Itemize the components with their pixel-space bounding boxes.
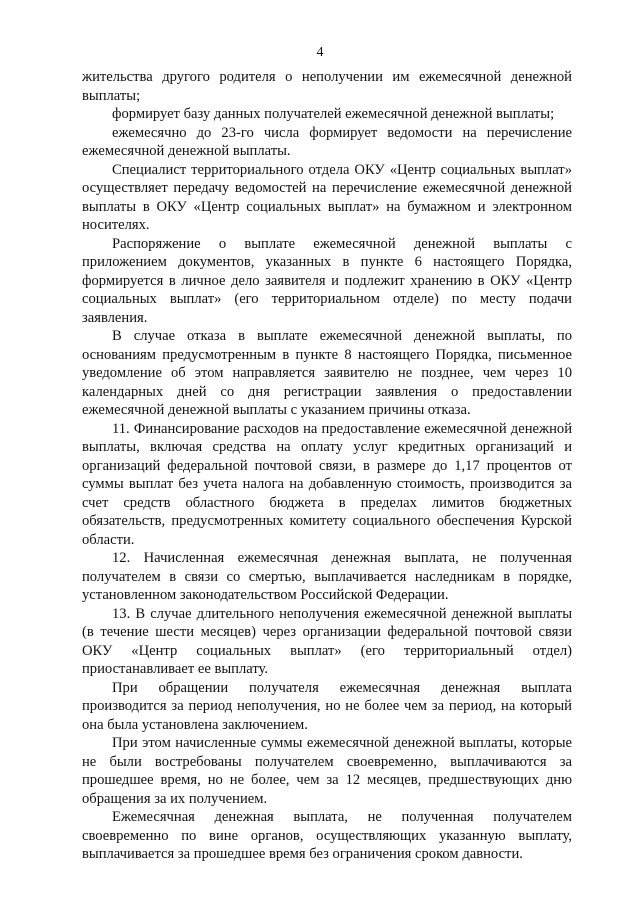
paragraph-resume-payment: При обращении получателя ежемесячная денежная выплата производится за период неполучения, но не более чем за период, на который она была установлена заключением. <box>82 679 572 733</box>
paragraph-item-13: 13. В случае длительного неполучения ежемесячной денежной выплаты (в течение шести месяцев) через организации федеральной почтовой связи ОКУ «Центр социальных выплат» (его территориальный отдел) приостанавливает ее выплату. <box>82 605 572 677</box>
paragraph-payment-order: Распоряжение о выплате ежемесячной денежной выплаты с приложением документов, указанных в пункте 6 настоящего Порядка, формируется в личное дело заявителя и подлежит хранению в ОКУ «Центр социальных выплат» (его территориальном отделе) по месту подачи заявления. <box>82 235 572 326</box>
paragraph-specialist-transfer: Специалист территориального отдела ОКУ «Центр социальных выплат» осуществляет передачу ведомостей на перечисление ежемесячной денежной выплаты в ОКУ «Центр социальных выплат» на бумажном и электронном носителях. <box>82 161 572 233</box>
document-body <box>82 68 572 864</box>
paragraph-accrued-amounts: При этом начисленные суммы ежемесячной денежной выплаты, которые не были востребованы получателем своевременно, выплачиваются за прошедшее время, но не более, чем за 12 месяцев, предшествующих дню обращения за их получением. <box>82 735 572 807</box>
paragraph-continuation: жительства другого родителя о неполучении им ежемесячной денежной выплаты; <box>82 69 572 104</box>
paragraph-no-limitation: Ежемесячная денежная выплата, не полученная получателем своевременно по вине органов, осуществляющих указанную выплату, выплачивается за прошедшее время без ограничения сроком давности. <box>82 809 572 862</box>
paragraph-item-12: 12. Начисленная ежемесячная денежная выплата, не полученная получателем в связи со смертью, выплачивается наследникам в порядке, установленном законодательством Российской Федерации. <box>82 550 572 603</box>
page-number: 4 <box>316 45 324 60</box>
paragraph-item-11: 11. Финансирование расходов на предоставление ежемесячной денежной выплаты, включая средства на оплату услуг кредитных организаций и организаций федеральной почтовой связи, в размере до 1,17 процентов от суммы выплат без учета налога на добавленную стоимость, производится за счет средств областного бюджета в пределах лимитов бюджетных обязательств, предусмотренных комитету социального обеспечения Курской области. <box>82 420 572 548</box>
paragraph-refusal: В случае отказа в выплате ежемесячной денежной выплаты, по основаниям предусмотренным в пункте 8 настоящего Порядка, письменное уведомление об этом направляется заявителю не позднее, чем через 10 календарных дней со дня регистрации заявления о предоставлении ежемесячной денежной выплаты с указанием причины отказа. <box>82 328 572 418</box>
paragraph-database: формирует базу данных получателей ежемесячной денежной выплаты; <box>112 106 555 122</box>
paragraph-monthly-statements: ежемесячно до 23-го числа формирует ведомости на перечисление ежемесячной денежной выплаты. <box>82 124 572 159</box>
